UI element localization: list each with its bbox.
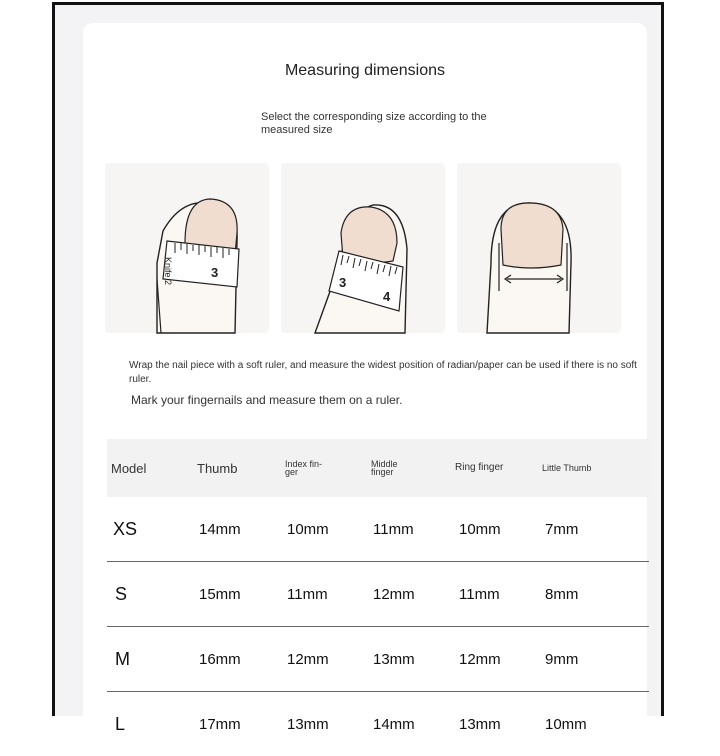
finger-ruler-illustration-1 xyxy=(105,163,269,333)
row-middle: 11mm xyxy=(373,520,414,538)
row-size: S xyxy=(115,583,128,604)
ruler-knife-label: Knife 2 xyxy=(163,257,173,286)
tape-number-3: 3 xyxy=(339,275,347,290)
row-size: L xyxy=(115,713,126,734)
header-little-thumb: Little Thumb xyxy=(542,463,592,473)
row-index: 11mm xyxy=(287,585,328,603)
row-ring: 10mm xyxy=(459,520,501,538)
table-row xyxy=(107,497,649,562)
row-middle: 13mm xyxy=(373,650,415,668)
tape-number-4: 4 xyxy=(383,289,391,304)
row-index: 10mm xyxy=(287,520,329,538)
row-thumb: 16mm xyxy=(199,650,241,668)
row-thumb: 15mm xyxy=(199,585,241,603)
row-little: 8mm xyxy=(545,585,579,603)
size-table-header xyxy=(107,439,649,497)
row-index: 13mm xyxy=(287,715,329,733)
table-row xyxy=(107,627,649,692)
page-subtitle: Select the corresponding size according to the measured size xyxy=(261,111,487,136)
row-size: M xyxy=(115,648,130,669)
illustration-nail-width xyxy=(457,163,621,333)
row-middle: 12mm xyxy=(373,585,415,603)
size-table xyxy=(107,439,649,756)
ruler-number-3: 3 xyxy=(211,265,219,280)
mark-instruction: Mark your fingernails and measure them on a ruler. xyxy=(131,393,403,407)
header-ring-finger: Ring finger xyxy=(455,462,504,473)
row-ring: 11mm xyxy=(459,585,500,603)
row-middle: 14mm xyxy=(373,715,415,733)
row-ring: 12mm xyxy=(459,650,501,668)
row-little: 9mm xyxy=(545,650,579,668)
finger-ruler-illustration-2 xyxy=(281,163,445,333)
illustration-ruler-tape xyxy=(281,163,445,333)
header-middle-finger: Middle finger xyxy=(371,459,398,477)
nail-width-illustration xyxy=(457,163,621,333)
header-index-finger: Index fin- ger xyxy=(285,459,323,477)
row-little: 7mm xyxy=(545,520,579,538)
page-title: Measuring dimensions xyxy=(284,62,446,79)
table-row xyxy=(107,692,649,756)
row-size: XS xyxy=(113,518,138,539)
wrap-instruction: Wrap the nail piece with a soft ruler, and measure the widest position of radian/paper can be used if there is no soft ruler. xyxy=(129,360,637,385)
row-index: 12mm xyxy=(287,650,329,668)
size-guide-card xyxy=(83,23,647,743)
header-model: Model xyxy=(111,460,147,476)
image-frame xyxy=(52,2,664,734)
row-thumb: 17mm xyxy=(199,715,241,733)
row-thumb: 14mm xyxy=(199,520,241,538)
row-little: 10mm xyxy=(545,715,587,733)
table-row xyxy=(107,562,649,627)
row-ring: 13mm xyxy=(459,715,501,733)
header-thumb: Thumb xyxy=(197,460,238,476)
illustration-ruler-wrap xyxy=(105,163,269,333)
